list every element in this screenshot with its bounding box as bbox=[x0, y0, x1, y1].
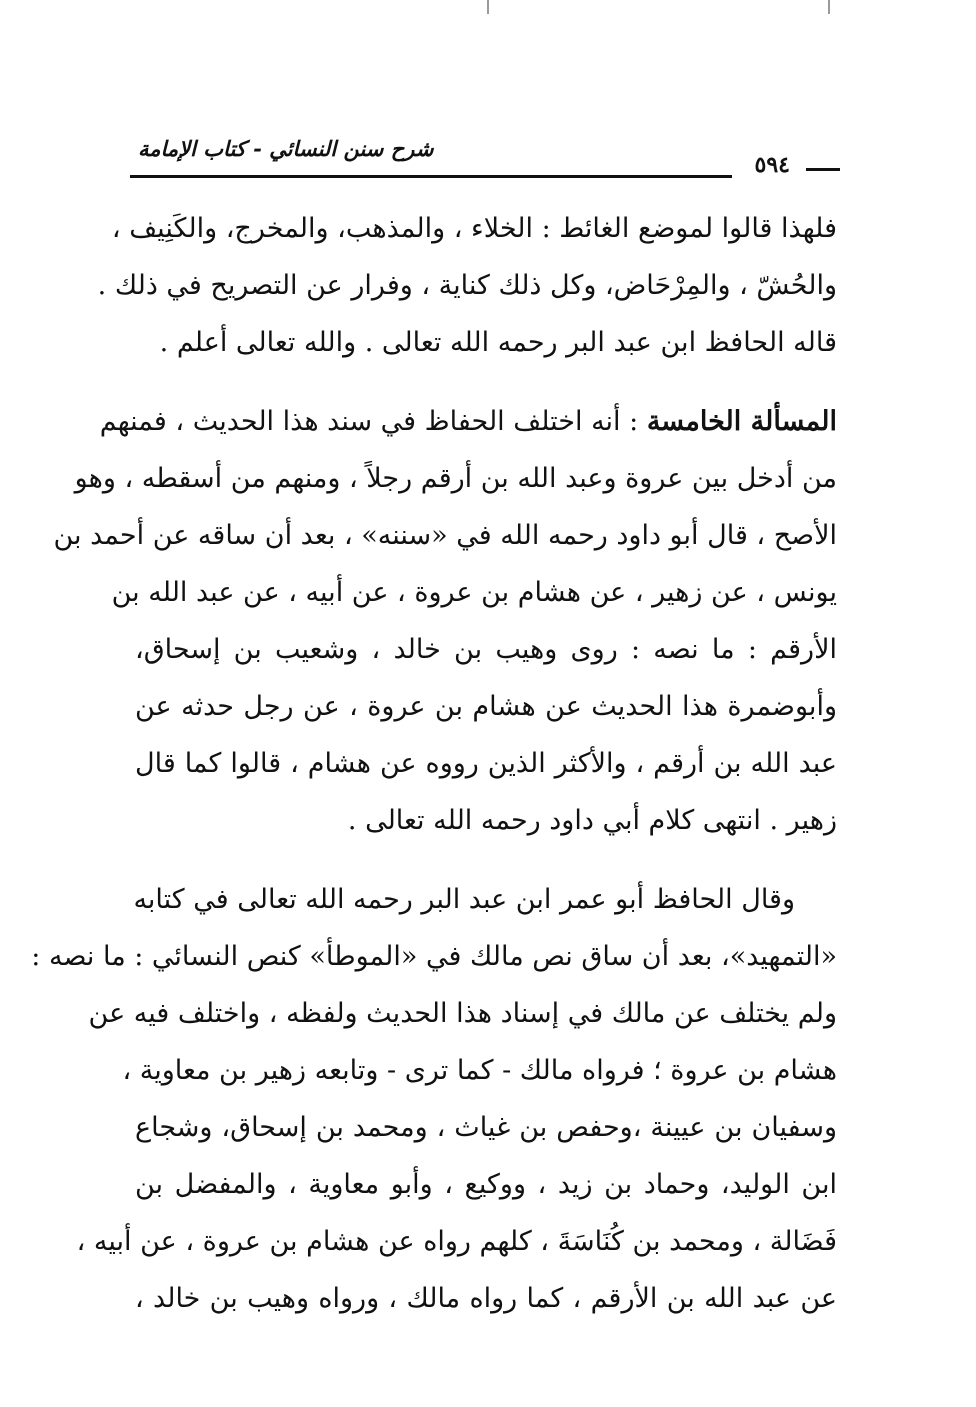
text-line: عبد الله بن أرقم ، والأكثر الذين رووه عن هشام ، قالوا كما قال bbox=[135, 748, 837, 779]
page-header bbox=[130, 130, 840, 190]
text-line: ولم يختلف عن مالك في إسناد هذا الحديث ولفظه ، واختلف فيه عن bbox=[88, 998, 837, 1029]
text-line: يونس ، عن زهير ، عن هشام بن عروة ، عن أبيه ، عن عبد الله بن bbox=[111, 577, 837, 608]
text-run: : أنه اختلف الحفاظ في سند هذا الحديث ، فمنهم bbox=[99, 406, 647, 437]
scan-edge-mark bbox=[487, 0, 489, 14]
text-line: عن عبد الله بن الأرقم ، كما رواه مالك ، ورواه وهيب بن خالد ، bbox=[135, 1283, 837, 1314]
text-line: «التمهيد»، بعد أن ساق نص مالك في «الموطأ» كنص النسائي : ما نصه : bbox=[31, 941, 837, 972]
text-line bbox=[99, 393, 837, 450]
body-text bbox=[31, 200, 837, 1327]
page-number-dash bbox=[806, 168, 840, 171]
page-number: ٥٩٤ bbox=[754, 152, 790, 178]
paragraph-gap bbox=[135, 371, 837, 393]
text-line: الأرقم : ما نصه : روى وهيب بن خالد ، وشعيب بن إسحاق، bbox=[135, 634, 837, 665]
running-title: شرح سنن النسائي - كتاب الإمامة bbox=[138, 136, 434, 161]
paragraph bbox=[53, 393, 837, 849]
text-line: فَضَالة ، ومحمد بن كُنَاسَةَ ، كلهم رواه عن هشام بن عروة ، عن أبيه ، bbox=[76, 1226, 837, 1257]
header-rule bbox=[130, 175, 732, 178]
text-line: ابن الوليد، وحماد بن زيد ، ووكيع ، وأبو معاوية ، والمفضل بن bbox=[135, 1169, 837, 1200]
paragraph bbox=[97, 200, 837, 371]
text-line: وأبوضمرة هذا الحديث عن هشام بن عروة ، عن رجل حدثه عن bbox=[135, 691, 837, 722]
scan-edge-mark bbox=[828, 0, 830, 14]
text-line: وقال الحافظ أبو عمر ابن عبد البر رحمه الله تعالى في كتابه bbox=[133, 884, 795, 915]
paragraph-gap bbox=[135, 849, 837, 871]
text-line: وسفيان بن عيينة ،وحفص بن غياث ، ومحمد بن إسحاق، وشجاع bbox=[135, 1112, 837, 1143]
text-line: قاله الحافظ ابن عبد البر رحمه الله تعالى . والله تعالى أعلم . bbox=[159, 327, 837, 358]
text-line: والحُشّ ، والمِرْحَاض، وكل ذلك كناية ، وفرار عن التصريح في ذلك . bbox=[97, 270, 837, 301]
text-line: من أدخل بين عروة وعبد الله بن أرقم رجلاً ، ومنهم من أسقطه ، وهو bbox=[74, 463, 837, 494]
issue-heading: المسألة الخامسة bbox=[646, 406, 837, 437]
text-line: زهير . انتهى كلام أبي داود رحمه الله تعالى . bbox=[347, 805, 837, 836]
text-line: هشام بن عروة ؛ فرواه مالك - كما ترى - وتابعه زهير بن معاوية ، bbox=[122, 1055, 837, 1086]
text-line: الأصح ، قال أبو داود رحمه الله في «سننه» ، بعد أن ساقه عن أحمد بن bbox=[53, 520, 837, 551]
text-line: فلهذا قالوا لموضع الغائط : الخلاء ، والمذهب، والمخرج، والكَنِيف ، bbox=[111, 213, 837, 244]
paragraph bbox=[31, 871, 837, 1327]
